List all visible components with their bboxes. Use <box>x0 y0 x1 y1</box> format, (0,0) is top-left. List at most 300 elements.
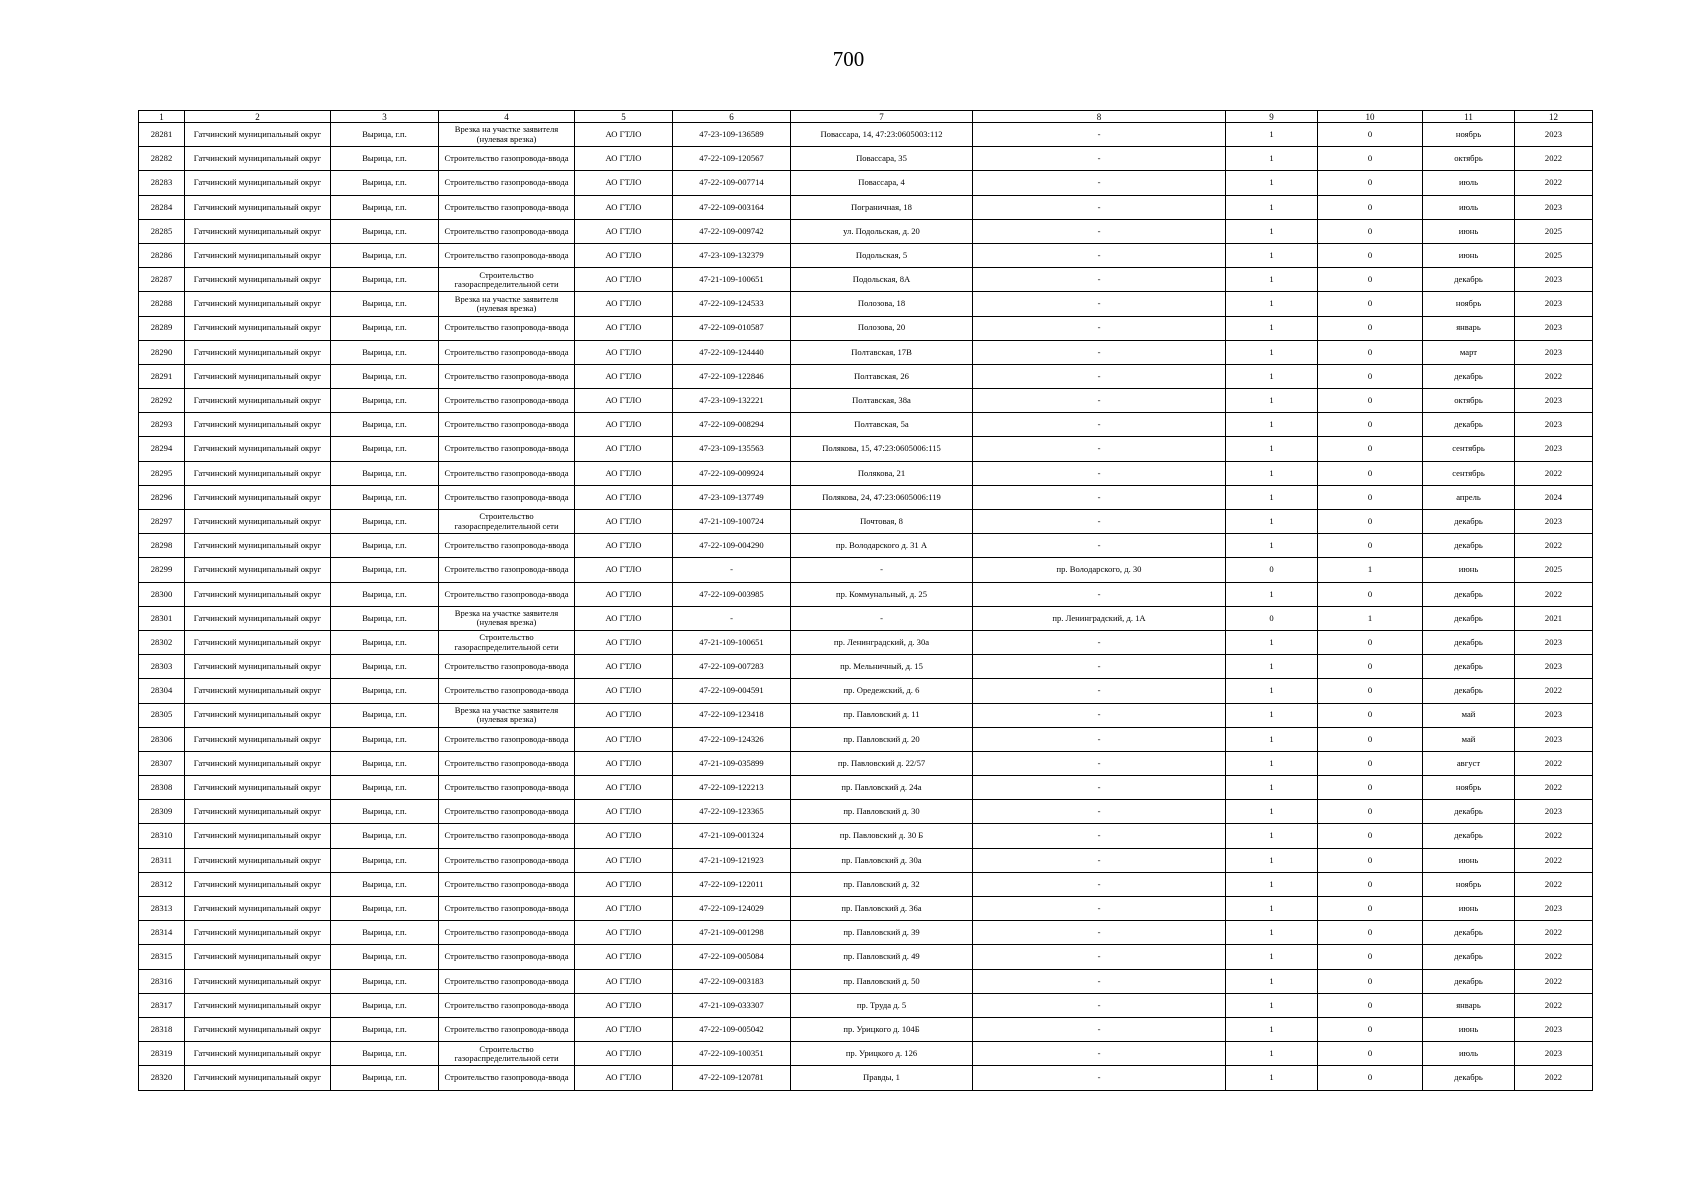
cell-organization: АО ГТЛО <box>575 461 673 485</box>
cell-work-type: Строительство газопровода-ввода <box>439 897 575 921</box>
cell-application-number: 47-22-109-010587 <box>673 316 791 340</box>
cell-row-number: 28286 <box>139 243 185 267</box>
cell-address: пр. Ленинградский, д. 30а <box>791 630 973 654</box>
table-row <box>139 872 1593 896</box>
cell-organization: АО ГТЛО <box>575 389 673 413</box>
cell-address-without-application: - <box>973 316 1226 340</box>
cell-row-number: 28304 <box>139 679 185 703</box>
cell-settlement: Вырица, г.п. <box>331 630 439 654</box>
cell-address: пр. Павловский д. 30 Б <box>791 824 973 848</box>
cell-count-with-application: 1 <box>1226 630 1318 654</box>
table-row <box>139 993 1593 1017</box>
cell-count-without-application: 0 <box>1318 316 1423 340</box>
cell-organization: АО ГТЛО <box>575 292 673 316</box>
cell-count-with-application: 1 <box>1226 292 1318 316</box>
cell-address-without-application: - <box>973 776 1226 800</box>
cell-year: 2022 <box>1515 993 1593 1017</box>
cell-month: ноябрь <box>1423 776 1515 800</box>
cell-organization: АО ГТЛО <box>575 969 673 993</box>
cell-row-number: 28306 <box>139 727 185 751</box>
cell-work-type: Врезка на участке заявителя (нулевая врезка) <box>439 123 575 147</box>
cell-district: Гатчинский муниципальный округ <box>185 1066 331 1090</box>
cell-month: декабрь <box>1423 800 1515 824</box>
cell-work-type: Строительство газопровода-ввода <box>439 219 575 243</box>
cell-row-number: 28312 <box>139 872 185 896</box>
cell-district: Гатчинский муниципальный округ <box>185 848 331 872</box>
cell-month: декабрь <box>1423 1066 1515 1090</box>
cell-work-type: Строительство газораспределительной сети <box>439 1042 575 1066</box>
cell-address: Полозова, 18 <box>791 292 973 316</box>
cell-settlement: Вырица, г.п. <box>331 776 439 800</box>
cell-count-with-application: 1 <box>1226 751 1318 775</box>
cell-district: Гатчинский муниципальный округ <box>185 123 331 147</box>
cell-settlement: Вырица, г.п. <box>331 921 439 945</box>
cell-month: июль <box>1423 1042 1515 1066</box>
cell-settlement: Вырица, г.п. <box>331 848 439 872</box>
cell-organization: АО ГТЛО <box>575 316 673 340</box>
cell-row-number: 28287 <box>139 268 185 292</box>
cell-count-without-application: 0 <box>1318 945 1423 969</box>
cell-address: пр. Коммунальный, д. 25 <box>791 582 973 606</box>
cell-work-type: Врезка на участке заявителя (нулевая врезка) <box>439 606 575 630</box>
cell-district: Гатчинский муниципальный округ <box>185 171 331 195</box>
cell-row-number: 28297 <box>139 510 185 534</box>
cell-month: июль <box>1423 195 1515 219</box>
cell-address-without-application: - <box>973 969 1226 993</box>
cell-district: Гатчинский муниципальный округ <box>185 219 331 243</box>
cell-row-number: 28281 <box>139 123 185 147</box>
cell-address-without-application: - <box>973 824 1226 848</box>
cell-work-type: Строительство газопровода-ввода <box>439 1017 575 1041</box>
cell-work-type: Строительство газопровода-ввода <box>439 364 575 388</box>
table-row <box>139 703 1593 727</box>
cell-year: 2022 <box>1515 1066 1593 1090</box>
cell-year: 2023 <box>1515 340 1593 364</box>
cell-row-number: 28308 <box>139 776 185 800</box>
cell-work-type: Строительство газопровода-ввода <box>439 243 575 267</box>
cell-count-without-application: 0 <box>1318 993 1423 1017</box>
cell-count-without-application: 0 <box>1318 969 1423 993</box>
cell-address: Правды, 1 <box>791 1066 973 1090</box>
cell-application-number: 47-23-109-132379 <box>673 243 791 267</box>
cell-settlement: Вырица, г.п. <box>331 558 439 582</box>
cell-address-without-application: - <box>973 703 1226 727</box>
cell-count-with-application: 1 <box>1226 364 1318 388</box>
cell-count-without-application: 0 <box>1318 292 1423 316</box>
cell-year: 2023 <box>1515 413 1593 437</box>
cell-organization: АО ГТЛО <box>575 776 673 800</box>
cell-address-without-application: пр. Володарского, д. 30 <box>973 558 1226 582</box>
table-row <box>139 147 1593 171</box>
cell-address-without-application: - <box>973 921 1226 945</box>
cell-application-number: 47-22-109-005042 <box>673 1017 791 1041</box>
cell-settlement: Вырица, г.п. <box>331 606 439 630</box>
cell-district: Гатчинский муниципальный округ <box>185 147 331 171</box>
cell-organization: АО ГТЛО <box>575 123 673 147</box>
table-row <box>139 558 1593 582</box>
table-row <box>139 510 1593 534</box>
cell-work-type: Строительство газопровода-ввода <box>439 824 575 848</box>
cell-settlement: Вырица, г.п. <box>331 582 439 606</box>
cell-count-with-application: 1 <box>1226 993 1318 1017</box>
cell-address: - <box>791 606 973 630</box>
cell-address: пр. Урицкого д. 104Б <box>791 1017 973 1041</box>
cell-address: пр. Павловский д. 22/57 <box>791 751 973 775</box>
cell-work-type: Строительство газопровода-ввода <box>439 969 575 993</box>
cell-settlement: Вырица, г.п. <box>331 1017 439 1041</box>
cell-address: Полтавская, 38а <box>791 389 973 413</box>
cell-application-number: 47-23-109-135563 <box>673 437 791 461</box>
cell-address: пр. Павловский д. 49 <box>791 945 973 969</box>
cell-month: июнь <box>1423 848 1515 872</box>
cell-settlement: Вырица, г.п. <box>331 195 439 219</box>
register-table <box>138 110 1593 1091</box>
cell-organization: АО ГТЛО <box>575 872 673 896</box>
cell-settlement: Вырица, г.п. <box>331 340 439 364</box>
cell-month: ноябрь <box>1423 123 1515 147</box>
cell-district: Гатчинский муниципальный округ <box>185 558 331 582</box>
cell-month: март <box>1423 340 1515 364</box>
cell-settlement: Вырица, г.п. <box>331 461 439 485</box>
cell-application-number: 47-21-109-100724 <box>673 510 791 534</box>
cell-row-number: 28307 <box>139 751 185 775</box>
table-row <box>139 824 1593 848</box>
cell-count-without-application: 0 <box>1318 872 1423 896</box>
cell-address-without-application: - <box>973 1042 1226 1066</box>
cell-count-without-application: 0 <box>1318 147 1423 171</box>
cell-count-with-application: 1 <box>1226 582 1318 606</box>
table-row <box>139 437 1593 461</box>
table-row <box>139 1066 1593 1090</box>
cell-settlement: Вырица, г.п. <box>331 824 439 848</box>
cell-month: январь <box>1423 993 1515 1017</box>
table-row <box>139 292 1593 316</box>
cell-district: Гатчинский муниципальный округ <box>185 389 331 413</box>
cell-work-type: Строительство газопровода-ввода <box>439 437 575 461</box>
cell-work-type: Строительство газораспределительной сети <box>439 510 575 534</box>
cell-address-without-application: - <box>973 195 1226 219</box>
cell-work-type: Строительство газопровода-ввода <box>439 558 575 582</box>
cell-month: декабрь <box>1423 824 1515 848</box>
column-number-9: 9 <box>1226 111 1318 123</box>
cell-application-number: 47-22-109-004290 <box>673 534 791 558</box>
cell-row-number: 28291 <box>139 364 185 388</box>
cell-year: 2022 <box>1515 969 1593 993</box>
cell-row-number: 28311 <box>139 848 185 872</box>
cell-count-without-application: 0 <box>1318 485 1423 509</box>
cell-district: Гатчинский муниципальный округ <box>185 340 331 364</box>
cell-district: Гатчинский муниципальный округ <box>185 437 331 461</box>
cell-year: 2023 <box>1515 123 1593 147</box>
cell-month: июнь <box>1423 219 1515 243</box>
cell-address-without-application: - <box>973 993 1226 1017</box>
cell-address: ул. Подольская, д. 20 <box>791 219 973 243</box>
cell-organization: АО ГТЛО <box>575 558 673 582</box>
cell-month: сентябрь <box>1423 461 1515 485</box>
column-number-12: 12 <box>1515 111 1593 123</box>
cell-month: июнь <box>1423 243 1515 267</box>
table-row <box>139 243 1593 267</box>
cell-year: 2023 <box>1515 195 1593 219</box>
cell-year: 2025 <box>1515 558 1593 582</box>
page-number: 700 <box>832 47 865 71</box>
cell-organization: АО ГТЛО <box>575 848 673 872</box>
cell-year: 2025 <box>1515 243 1593 267</box>
cell-application-number: 47-21-109-121923 <box>673 848 791 872</box>
cell-row-number: 28285 <box>139 219 185 243</box>
cell-count-with-application: 1 <box>1226 824 1318 848</box>
cell-work-type: Строительство газопровода-ввода <box>439 485 575 509</box>
cell-application-number: 47-22-109-007283 <box>673 655 791 679</box>
cell-row-number: 28315 <box>139 945 185 969</box>
cell-year: 2023 <box>1515 437 1593 461</box>
cell-year: 2022 <box>1515 945 1593 969</box>
cell-count-with-application: 1 <box>1226 800 1318 824</box>
cell-count-without-application: 0 <box>1318 534 1423 558</box>
cell-work-type: Строительство газопровода-ввода <box>439 993 575 1017</box>
cell-district: Гатчинский муниципальный округ <box>185 993 331 1017</box>
cell-row-number: 28313 <box>139 897 185 921</box>
cell-year: 2023 <box>1515 510 1593 534</box>
cell-settlement: Вырица, г.п. <box>331 147 439 171</box>
cell-month: июнь <box>1423 897 1515 921</box>
cell-count-with-application: 1 <box>1226 1017 1318 1041</box>
cell-organization: АО ГТЛО <box>575 219 673 243</box>
cell-address: пр. Оредежский, д. 6 <box>791 679 973 703</box>
cell-address: пр. Мельничный, д. 15 <box>791 655 973 679</box>
cell-settlement: Вырица, г.п. <box>331 437 439 461</box>
cell-address-without-application: - <box>973 679 1226 703</box>
cell-year: 2022 <box>1515 776 1593 800</box>
cell-settlement: Вырица, г.п. <box>331 945 439 969</box>
cell-month: декабрь <box>1423 606 1515 630</box>
cell-address-without-application: - <box>973 485 1226 509</box>
cell-application-number: 47-22-109-100351 <box>673 1042 791 1066</box>
cell-count-without-application: 0 <box>1318 824 1423 848</box>
table-row <box>139 582 1593 606</box>
cell-application-number: 47-22-109-003985 <box>673 582 791 606</box>
cell-settlement: Вырица, г.п. <box>331 123 439 147</box>
cell-organization: АО ГТЛО <box>575 413 673 437</box>
cell-application-number: - <box>673 558 791 582</box>
cell-count-with-application: 1 <box>1226 921 1318 945</box>
cell-count-with-application: 1 <box>1226 316 1318 340</box>
cell-count-with-application: 0 <box>1226 606 1318 630</box>
cell-district: Гатчинский муниципальный округ <box>185 413 331 437</box>
cell-month: октябрь <box>1423 147 1515 171</box>
cell-work-type: Строительство газораспределительной сети <box>439 630 575 654</box>
cell-district: Гатчинский муниципальный округ <box>185 969 331 993</box>
cell-organization: АО ГТЛО <box>575 800 673 824</box>
cell-district: Гатчинский муниципальный округ <box>185 921 331 945</box>
cell-row-number: 28283 <box>139 171 185 195</box>
cell-year: 2023 <box>1515 897 1593 921</box>
cell-district: Гатчинский муниципальный округ <box>185 897 331 921</box>
cell-address-without-application: - <box>973 1066 1226 1090</box>
cell-work-type: Врезка на участке заявителя (нулевая врезка) <box>439 292 575 316</box>
cell-settlement: Вырица, г.п. <box>331 389 439 413</box>
cell-organization: АО ГТЛО <box>575 1017 673 1041</box>
table-row <box>139 123 1593 147</box>
cell-address-without-application: - <box>973 582 1226 606</box>
cell-district: Гатчинский муниципальный округ <box>185 510 331 534</box>
cell-application-number: 47-21-109-100651 <box>673 268 791 292</box>
cell-organization: АО ГТЛО <box>575 364 673 388</box>
cell-application-number: - <box>673 606 791 630</box>
cell-count-with-application: 1 <box>1226 655 1318 679</box>
cell-year: 2023 <box>1515 1042 1593 1066</box>
cell-year: 2022 <box>1515 824 1593 848</box>
cell-count-with-application: 1 <box>1226 413 1318 437</box>
cell-application-number: 47-23-109-137749 <box>673 485 791 509</box>
table-row <box>139 195 1593 219</box>
table-row <box>139 945 1593 969</box>
cell-address-without-application: - <box>973 655 1226 679</box>
cell-district: Гатчинский муниципальный округ <box>185 606 331 630</box>
cell-count-with-application: 1 <box>1226 340 1318 364</box>
cell-count-without-application: 0 <box>1318 389 1423 413</box>
cell-application-number: 47-22-109-124029 <box>673 897 791 921</box>
cell-application-number: 47-22-109-124440 <box>673 340 791 364</box>
cell-row-number: 28317 <box>139 993 185 1017</box>
cell-count-with-application: 0 <box>1226 558 1318 582</box>
cell-work-type: Строительство газопровода-ввода <box>439 921 575 945</box>
cell-address-without-application: - <box>973 848 1226 872</box>
cell-address-without-application: - <box>973 897 1226 921</box>
cell-address: пр. Володарского д. 31 А <box>791 534 973 558</box>
cell-address: Полтавская, 17В <box>791 340 973 364</box>
cell-count-without-application: 0 <box>1318 364 1423 388</box>
cell-district: Гатчинский муниципальный округ <box>185 534 331 558</box>
cell-row-number: 28314 <box>139 921 185 945</box>
cell-row-number: 28309 <box>139 800 185 824</box>
cell-count-without-application: 0 <box>1318 171 1423 195</box>
cell-settlement: Вырица, г.п. <box>331 800 439 824</box>
cell-work-type: Строительство газопровода-ввода <box>439 461 575 485</box>
table-row <box>139 413 1593 437</box>
cell-count-with-application: 1 <box>1226 679 1318 703</box>
cell-district: Гатчинский муниципальный округ <box>185 485 331 509</box>
column-number-6: 6 <box>673 111 791 123</box>
cell-year: 2022 <box>1515 582 1593 606</box>
cell-row-number: 28292 <box>139 389 185 413</box>
cell-address: пр. Павловский д. 11 <box>791 703 973 727</box>
cell-district: Гатчинский муниципальный округ <box>185 727 331 751</box>
cell-count-without-application: 0 <box>1318 243 1423 267</box>
cell-organization: АО ГТЛО <box>575 1066 673 1090</box>
cell-month: декабрь <box>1423 268 1515 292</box>
cell-settlement: Вырица, г.п. <box>331 969 439 993</box>
cell-organization: АО ГТЛО <box>575 268 673 292</box>
cell-count-without-application: 0 <box>1318 751 1423 775</box>
cell-row-number: 28310 <box>139 824 185 848</box>
cell-count-without-application: 0 <box>1318 727 1423 751</box>
cell-count-with-application: 1 <box>1226 123 1318 147</box>
cell-month: ноябрь <box>1423 872 1515 896</box>
cell-organization: АО ГТЛО <box>575 243 673 267</box>
cell-count-without-application: 0 <box>1318 1017 1423 1041</box>
cell-application-number: 47-22-109-123365 <box>673 800 791 824</box>
table-row <box>139 485 1593 509</box>
cell-work-type: Строительство газопровода-ввода <box>439 800 575 824</box>
cell-district: Гатчинский муниципальный округ <box>185 655 331 679</box>
cell-application-number: 47-22-109-120781 <box>673 1066 791 1090</box>
cell-count-with-application: 1 <box>1226 461 1318 485</box>
cell-year: 2024 <box>1515 485 1593 509</box>
cell-address: Повассара, 4 <box>791 171 973 195</box>
cell-row-number: 28320 <box>139 1066 185 1090</box>
cell-count-with-application: 1 <box>1226 268 1318 292</box>
cell-address: пр. Павловский д. 39 <box>791 921 973 945</box>
cell-month: декабрь <box>1423 582 1515 606</box>
cell-address-without-application: - <box>973 147 1226 171</box>
column-number-10: 10 <box>1318 111 1423 123</box>
cell-settlement: Вырица, г.п. <box>331 364 439 388</box>
cell-year: 2022 <box>1515 751 1593 775</box>
cell-address: Повассара, 14, 47:23:0605003:112 <box>791 123 973 147</box>
cell-application-number: 47-22-109-124326 <box>673 727 791 751</box>
cell-address-without-application: - <box>973 727 1226 751</box>
cell-organization: АО ГТЛО <box>575 993 673 1017</box>
cell-application-number: 47-22-109-005084 <box>673 945 791 969</box>
cell-settlement: Вырица, г.п. <box>331 485 439 509</box>
cell-address-without-application: - <box>973 364 1226 388</box>
cell-organization: АО ГТЛО <box>575 195 673 219</box>
cell-row-number: 28303 <box>139 655 185 679</box>
cell-month: июль <box>1423 171 1515 195</box>
cell-year: 2023 <box>1515 703 1593 727</box>
cell-row-number: 28301 <box>139 606 185 630</box>
cell-row-number: 28305 <box>139 703 185 727</box>
cell-settlement: Вырица, г.п. <box>331 993 439 1017</box>
cell-organization: АО ГТЛО <box>575 897 673 921</box>
cell-district: Гатчинский муниципальный округ <box>185 824 331 848</box>
cell-address-without-application: - <box>973 171 1226 195</box>
cell-month: декабрь <box>1423 630 1515 654</box>
cell-organization: АО ГТЛО <box>575 630 673 654</box>
cell-address-without-application: - <box>973 1017 1226 1041</box>
cell-count-without-application: 0 <box>1318 897 1423 921</box>
cell-settlement: Вырица, г.п. <box>331 171 439 195</box>
cell-address: Полякова, 21 <box>791 461 973 485</box>
cell-count-with-application: 1 <box>1226 872 1318 896</box>
cell-settlement: Вырица, г.п. <box>331 534 439 558</box>
cell-count-without-application: 0 <box>1318 461 1423 485</box>
cell-district: Гатчинский муниципальный округ <box>185 703 331 727</box>
cell-row-number: 28290 <box>139 340 185 364</box>
cell-year: 2021 <box>1515 606 1593 630</box>
table-row <box>139 606 1593 630</box>
cell-count-with-application: 1 <box>1226 776 1318 800</box>
cell-address-without-application: - <box>973 219 1226 243</box>
cell-application-number: 47-22-109-122011 <box>673 872 791 896</box>
column-number-5: 5 <box>575 111 673 123</box>
cell-count-with-application: 1 <box>1226 485 1318 509</box>
cell-address-without-application: - <box>973 945 1226 969</box>
cell-address-without-application: - <box>973 800 1226 824</box>
cell-application-number: 47-23-109-132221 <box>673 389 791 413</box>
cell-count-with-application: 1 <box>1226 1042 1318 1066</box>
cell-district: Гатчинский муниципальный округ <box>185 292 331 316</box>
cell-district: Гатчинский муниципальный округ <box>185 751 331 775</box>
cell-count-without-application: 0 <box>1318 630 1423 654</box>
cell-year: 2022 <box>1515 848 1593 872</box>
table-row <box>139 219 1593 243</box>
table-row <box>139 655 1593 679</box>
cell-address: пр. Павловский д. 20 <box>791 727 973 751</box>
cell-work-type: Строительство газопровода-ввода <box>439 534 575 558</box>
cell-count-without-application: 0 <box>1318 582 1423 606</box>
